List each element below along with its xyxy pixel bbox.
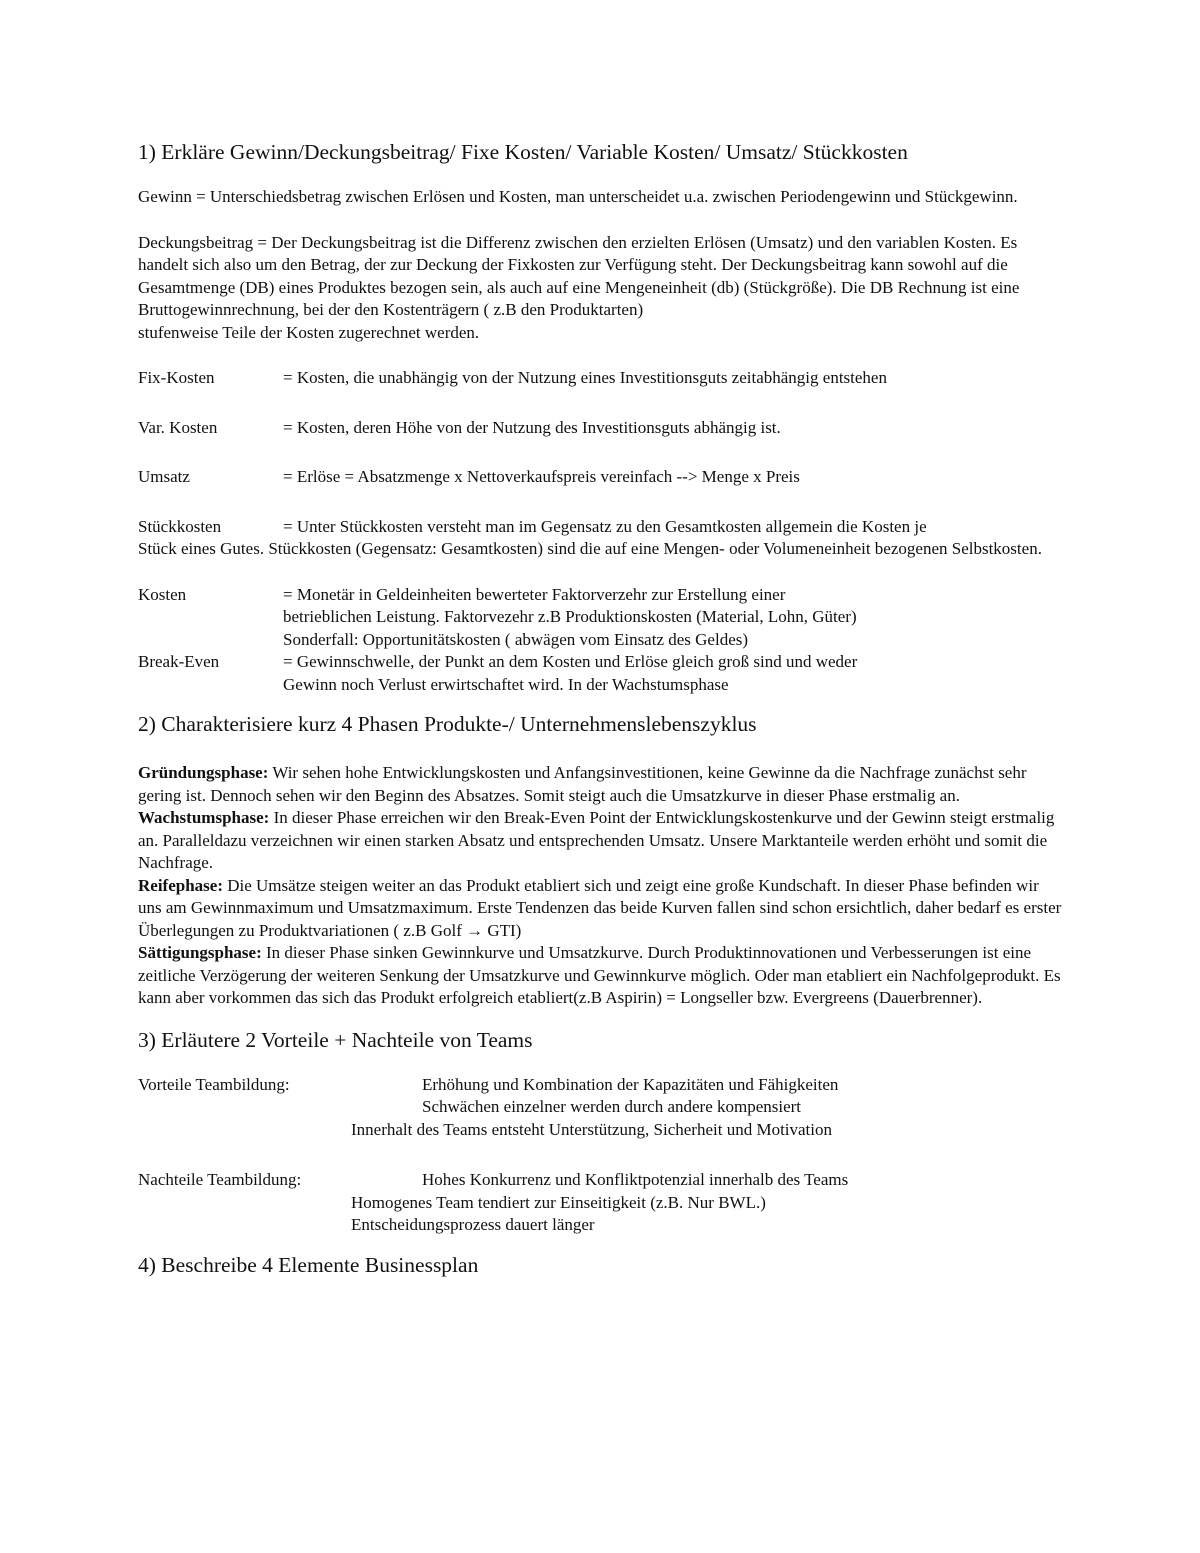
phase-name: Gründungsphase: <box>138 763 269 782</box>
definition-deckungsbeitrag: Deckungsbeitrag = Der Deckungsbeitrag ist die Differenz zwischen den erzielten Erlösen (Umsatz) und den variablen Kosten. Es handelt sich also um den Betrag, der zur Deckung der Fixkosten zur Verfügung steht. Der Deckungsbeitrag kann sowohl auf die Gesamtmenge (DB) eines Produktes bezogen sein, als auch auf eine Mengeneinheit (db) (Stückgröße). Die DB Rechnung ist eine Bruttogewinnrechnung, bei der den Kostenträgern ( z.B den Produktarten) <box>138 232 1020 319</box>
phase-text: In dieser Phase erreichen wir den Break-Even Point der Entwicklungskostenkurve und der Gewinn steigt erstmalig an. Paralleldazu verzeichnen wir einen starken Absatz und entsprechenden Umsatz. Unsere Marktanteile werden erhöht und somit die Nachfrage. <box>138 808 1055 872</box>
definition-gewinn: Gewinn = Unterschiedsbetrag zwischen Erlösen und Kosten, man unterscheidet u.a. zwischen Periodengewinn und Stückgewinn. <box>138 187 1018 206</box>
definition-fixkosten <box>138 367 1063 390</box>
term-kosten: Kosten <box>138 584 187 604</box>
phase-gruendung <box>138 762 1063 807</box>
document-page <box>138 138 1063 1279</box>
term-fixkosten: Fix-Kosten <box>138 368 215 387</box>
phase-text: Wir sehen hohe Entwicklungskosten und Anfangsinvestitionen, keine Gewinne da die Nachfrage zunächst sehr gering ist. Dennoch sehen wir den Beginn des Absatzes. Somit steigt auch die Umsatzkurve in dieser Phase erstmalig an. <box>138 763 1027 805</box>
phase-name: Wachstumsphase: <box>138 808 270 827</box>
def-stueckkosten: = Unter Stückkosten versteht man im Gegensatz zu den Gesamtkosten allgemein die Kosten je <box>283 516 927 536</box>
definition-varkosten <box>138 417 1063 440</box>
vorteile-block <box>138 1074 1063 1142</box>
nachteil-item: Homogenes Team tendiert zur Einseitigkeit (z.B. Nur BWL.) <box>351 1192 766 1212</box>
nachteil-item: Entscheidungsprozess dauert länger <box>351 1215 595 1234</box>
definition-kosten <box>138 584 1063 652</box>
vorteile-label: Vorteile Teambildung: <box>138 1074 290 1094</box>
phase-name: Sättigungsphase: <box>138 943 262 962</box>
def-kosten-line1: = Monetär in Geldeinheiten bewerteter Faktorverzehr zur Erstellung einer <box>283 584 786 604</box>
def-umsatz: = Erlöse = Absatzmenge x Nettoverkaufspreis vereinfach --> Menge x Preis <box>283 467 800 486</box>
nachteile-label: Nachteile Teambildung: <box>138 1170 302 1189</box>
question-4-heading: 4) Beschreibe 4 Elemente Businessplan <box>138 1252 479 1277</box>
vorteil-item: Erhöhung und Kombination der Kapazitäten und Fähigkeiten <box>422 1074 839 1094</box>
vorteil-item: Innerhalt des Teams entsteht Unterstützung, Sicherheit und Motivation <box>351 1119 833 1139</box>
nachteile-row <box>138 1169 1063 1192</box>
term-umsatz: Umsatz <box>138 467 190 486</box>
phase-reife <box>138 875 1063 943</box>
phase-name: Reifephase: <box>138 875 223 895</box>
definition-breakeven <box>138 651 1063 696</box>
nachteil-item: Hohes Konkurrenz und Konfliktpotenzial innerhalb des Teams <box>422 1170 849 1189</box>
phases-block <box>138 762 1063 1010</box>
question-2-heading: 2) Charakterisiere kurz 4 Phasen Produkte-/ Unternehmenslebenszyklus <box>138 712 757 736</box>
def-breakeven-line1: = Gewinnschwelle, der Punkt an dem Kosten und Erlöse gleich groß sind und weder <box>283 652 858 671</box>
term-varkosten: Var. Kosten <box>138 417 218 437</box>
vorteil-item: Schwächen einzelner werden durch andere kompensiert <box>422 1097 802 1116</box>
def-varkosten: = Kosten, deren Höhe von der Nutzung des Investitionsguts abhängig ist. <box>283 417 781 437</box>
definition-stueckkosten-cont: Stück eines Gutes. Stückkosten (Gegensatz: Gesamtkosten) sind die auf eine Mengen- oder Volumeneinheit bezogenen Selbstkosten. <box>138 539 1042 558</box>
def-breakeven-line2: Gewinn noch Verlust erwirtschaftet wird. In der Wachstumsphase <box>283 674 729 694</box>
definition-stueckkosten <box>138 516 1063 539</box>
phase-wachstum <box>138 807 1063 875</box>
phase-saettigung <box>138 942 1063 1010</box>
definition-umsatz <box>138 466 1063 489</box>
phase-text: In dieser Phase sinken Gewinnkurve und Umsatzkurve. Durch Produktinnovationen und Verbesserungen ist eine zeitliche Verzögerung der weiteren Senkung der Umsatzkurve und Gewinnkurve möglich. Oder man etabliert ein Nachfolgeprodukt. Es kann aber vorkommen das sich das Produkt erfolgreich etabliert(z.B Aspirin) = Longseller bzw. Evergreens (Dauerbrenner). <box>138 943 1061 1007</box>
def-kosten-line2: betrieblichen Leistung. Faktorvezehr z.B Produktionskosten (Material, Lohn, Güter) <box>283 607 857 626</box>
term-stueckkosten: Stückkosten <box>138 516 222 536</box>
def-kosten-line3: Sonderfall: Opportunitätskosten ( abwägen vom Einsatz des Geldes) <box>283 629 749 649</box>
vorteile-row <box>138 1074 1063 1097</box>
definition-deckungsbeitrag-cont: stufenweise Teile der Kosten zugerechnet werden. <box>138 322 480 342</box>
question-1-heading: 1) Erkläre Gewinn/Deckungsbeitrag/ Fixe Kosten/ Variable Kosten/ Umsatz/ Stückkosten <box>138 140 908 164</box>
nachteile-block <box>138 1169 1063 1237</box>
term-breakeven: Break-Even <box>138 652 220 671</box>
def-fixkosten: = Kosten, die unabhängig von der Nutzung eines Investitionsguts zeitabhängig entstehen <box>283 368 887 387</box>
def-breakeven-block <box>283 651 1063 696</box>
question-3-heading: 3) Erläutere 2 Vorteile + Nachteile von Teams <box>138 1027 533 1052</box>
def-kosten-block <box>283 584 1063 652</box>
phase-text: Die Umsätze steigen weiter an das Produkt etabliert sich und zeigt eine große Kundschaft. In dieser Phase befinden wir uns am Gewinnmaximum und Umsatzmaximum. Erste Tendenzen das beide Kurven fallen sind schon ersichtlich, daher bedarf es erster Überlegungen zu Produktvariationen ( z.B Golf → GTI) <box>138 875 1062 940</box>
